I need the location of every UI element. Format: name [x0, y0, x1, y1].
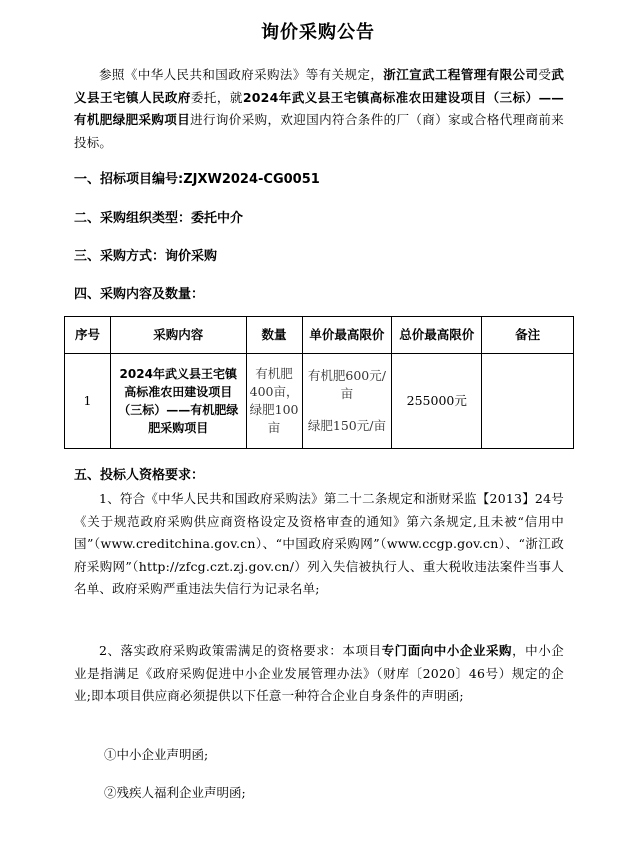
- section-bidder-qualifications: 五、投标人资格要求：: [74, 468, 205, 483]
- requirement-2-text-a: 2、落实政府采购政策需满足的资格要求：本项目: [99, 643, 382, 658]
- section-organization-type: 二、采购组织类型：委托中介: [74, 211, 244, 226]
- unit-price-organic: 有机肥600元/亩: [307, 368, 386, 401]
- requirement-1: 1、符合《中华人民共和国政府采购法》第二十二条规定和浙财采监【2013】24号《关于规范政府采购供应商资格设定及资格审查的通知》第六条规定,且未被“信用中国”（www.creditchina.gov.cn）、“中国政府采购网”（www.ccgp.gov.cn）、“浙江政府采购网”（http://zfcg.czt.zj.gov.cn/）列入失信被执行人、重大税收违法案件当事人名单、政府采购严重违法失信行为记录名单;: [74, 491, 564, 596]
- project-name: 2024年武义县王宅镇高标准农田建设项目（三标）——有机肥绿肥采购项目: [74, 89, 564, 127]
- cell-content: 2024年武义县王宅镇高标准农田建设项目（三标）——有机肥绿肥采购项目: [110, 354, 246, 449]
- header-unit-price-limit: 单价最高限价: [302, 317, 392, 354]
- intro-text-1: 参照《中华人民共和国政府采购法》等有关规定，: [99, 67, 384, 82]
- page-title: 询价采购公告: [261, 22, 375, 43]
- intro-paragraph: [74, 64, 564, 154]
- table-row: [65, 354, 574, 449]
- table-header-row: [65, 317, 574, 354]
- cell-total-price: 255000元: [392, 354, 482, 449]
- header-remark: 备注: [482, 317, 574, 354]
- header-content: 采购内容: [110, 317, 246, 354]
- requirement-2-emphasis: 专门面向中小企业采购: [381, 643, 513, 658]
- requirement-2: [74, 640, 564, 708]
- client-name: 武义县王宅镇人民政府: [74, 67, 565, 105]
- intro-text-4: 进行询价采购，欢迎国内符合条件的厂（商）家或合格代理商前来投标。: [74, 112, 564, 150]
- cell-quantity: 有机肥400亩，绿肥100亩: [246, 354, 302, 449]
- intro-text-2: 受: [538, 67, 552, 82]
- declaration-item-1: ①中小企业声明函;: [104, 747, 209, 762]
- section-procurement-content: 四、采购内容及数量：: [74, 287, 205, 302]
- header-total-price-limit: 总价最高限价: [392, 317, 482, 354]
- header-quantity: 数量: [246, 317, 302, 354]
- agency-name: 浙江宣武工程管理有限公司: [383, 67, 539, 82]
- requirement-2-text-b: ，中小企业是指满足《政府采购促进中小企业发展管理办法》（财库〔2020〕46号）规定的企业;即本项目供应商必须提供以下任意一种符合企业自身条件的声明函;: [74, 643, 564, 703]
- declaration-item-2: ②残疾人福利企业声明函;: [104, 785, 246, 800]
- header-index: 序号: [65, 317, 111, 354]
- unit-price-green: 绿肥150元/亩: [307, 418, 386, 433]
- section-project-number: 一、招标项目编号:ZJXW2024-CG0051: [74, 172, 320, 187]
- cell-unit-price: [302, 354, 392, 449]
- intro-text-3: 委托，就: [190, 89, 243, 105]
- section-procurement-method: 三、采购方式：询价采购: [74, 249, 218, 264]
- procurement-table: [64, 316, 574, 449]
- cell-remark: [482, 354, 574, 449]
- cell-index: 1: [65, 354, 111, 449]
